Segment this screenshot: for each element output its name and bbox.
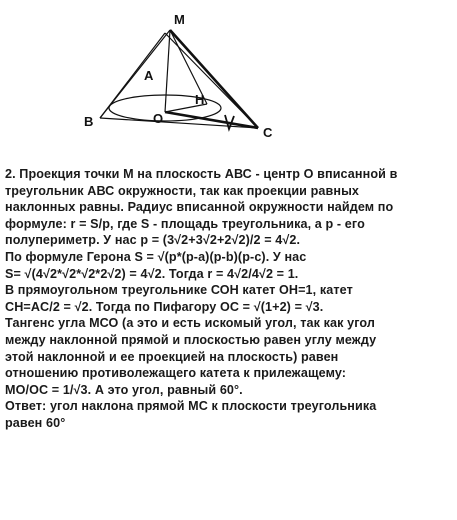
solution-line: S= √(4√2*√2*√2*2√2) = 4√2. Тогда r = 4√2/4√2 = 1. [5,266,299,281]
solution-line: По формуле Герона S = √(p*(p-a)(p-b)(p-c). У нас [5,249,307,264]
solution-line: Ответ: угол наклона прямой МС к плоскости треугольника [5,399,377,414]
solution-line: между наклонной прямой и плоскостью равен углу между [5,332,377,347]
solution-line: В прямоугольном треугольнике СОН катет ОН=1, катет [5,283,353,298]
solution-line: отношению противолежащего катета к прилежащему: [5,366,347,381]
solution-line: полупериметр. У нас р = (3√2+3√2+2√2)/2 = 4√2. [5,233,301,248]
height-mo [165,30,170,112]
solution-line: CH=AC/2 = √2. Тогда по Пифагору ОС = √(1+2) = √3. [5,299,324,314]
label-h: H [195,92,205,107]
label-a: A [144,68,154,83]
pyramid-figure [0,0,457,160]
solution-line: равен 60° [5,415,66,430]
solution-text [5,166,453,432]
label-c: C [263,125,273,140]
solution-line: Тангенс угла МСО (а это и есть искомый угол, так как угол [5,316,375,331]
solution-line: формуле: r = S/p, где S - площадь треугольника, а р - его [5,216,365,231]
label-b: B [84,114,94,129]
solution-line: МО/ОС = 1/√3. А это угол, равный 60°. [5,382,243,397]
label-m: M [174,12,185,27]
solution-line: этой наклонной и ее проекцией на плоскость) равен [5,349,339,364]
edge-mc [170,30,258,128]
solution-line: наклонных равны. Радиус вписанной окружности найдем по [5,200,394,215]
solution-line: треугольник АВС окружности, так как проекции равных [5,183,360,198]
label-o: O [153,111,164,126]
solution-line: 2. Проекция точки М на плоскость АВС - центр О вписанной в [5,167,398,181]
